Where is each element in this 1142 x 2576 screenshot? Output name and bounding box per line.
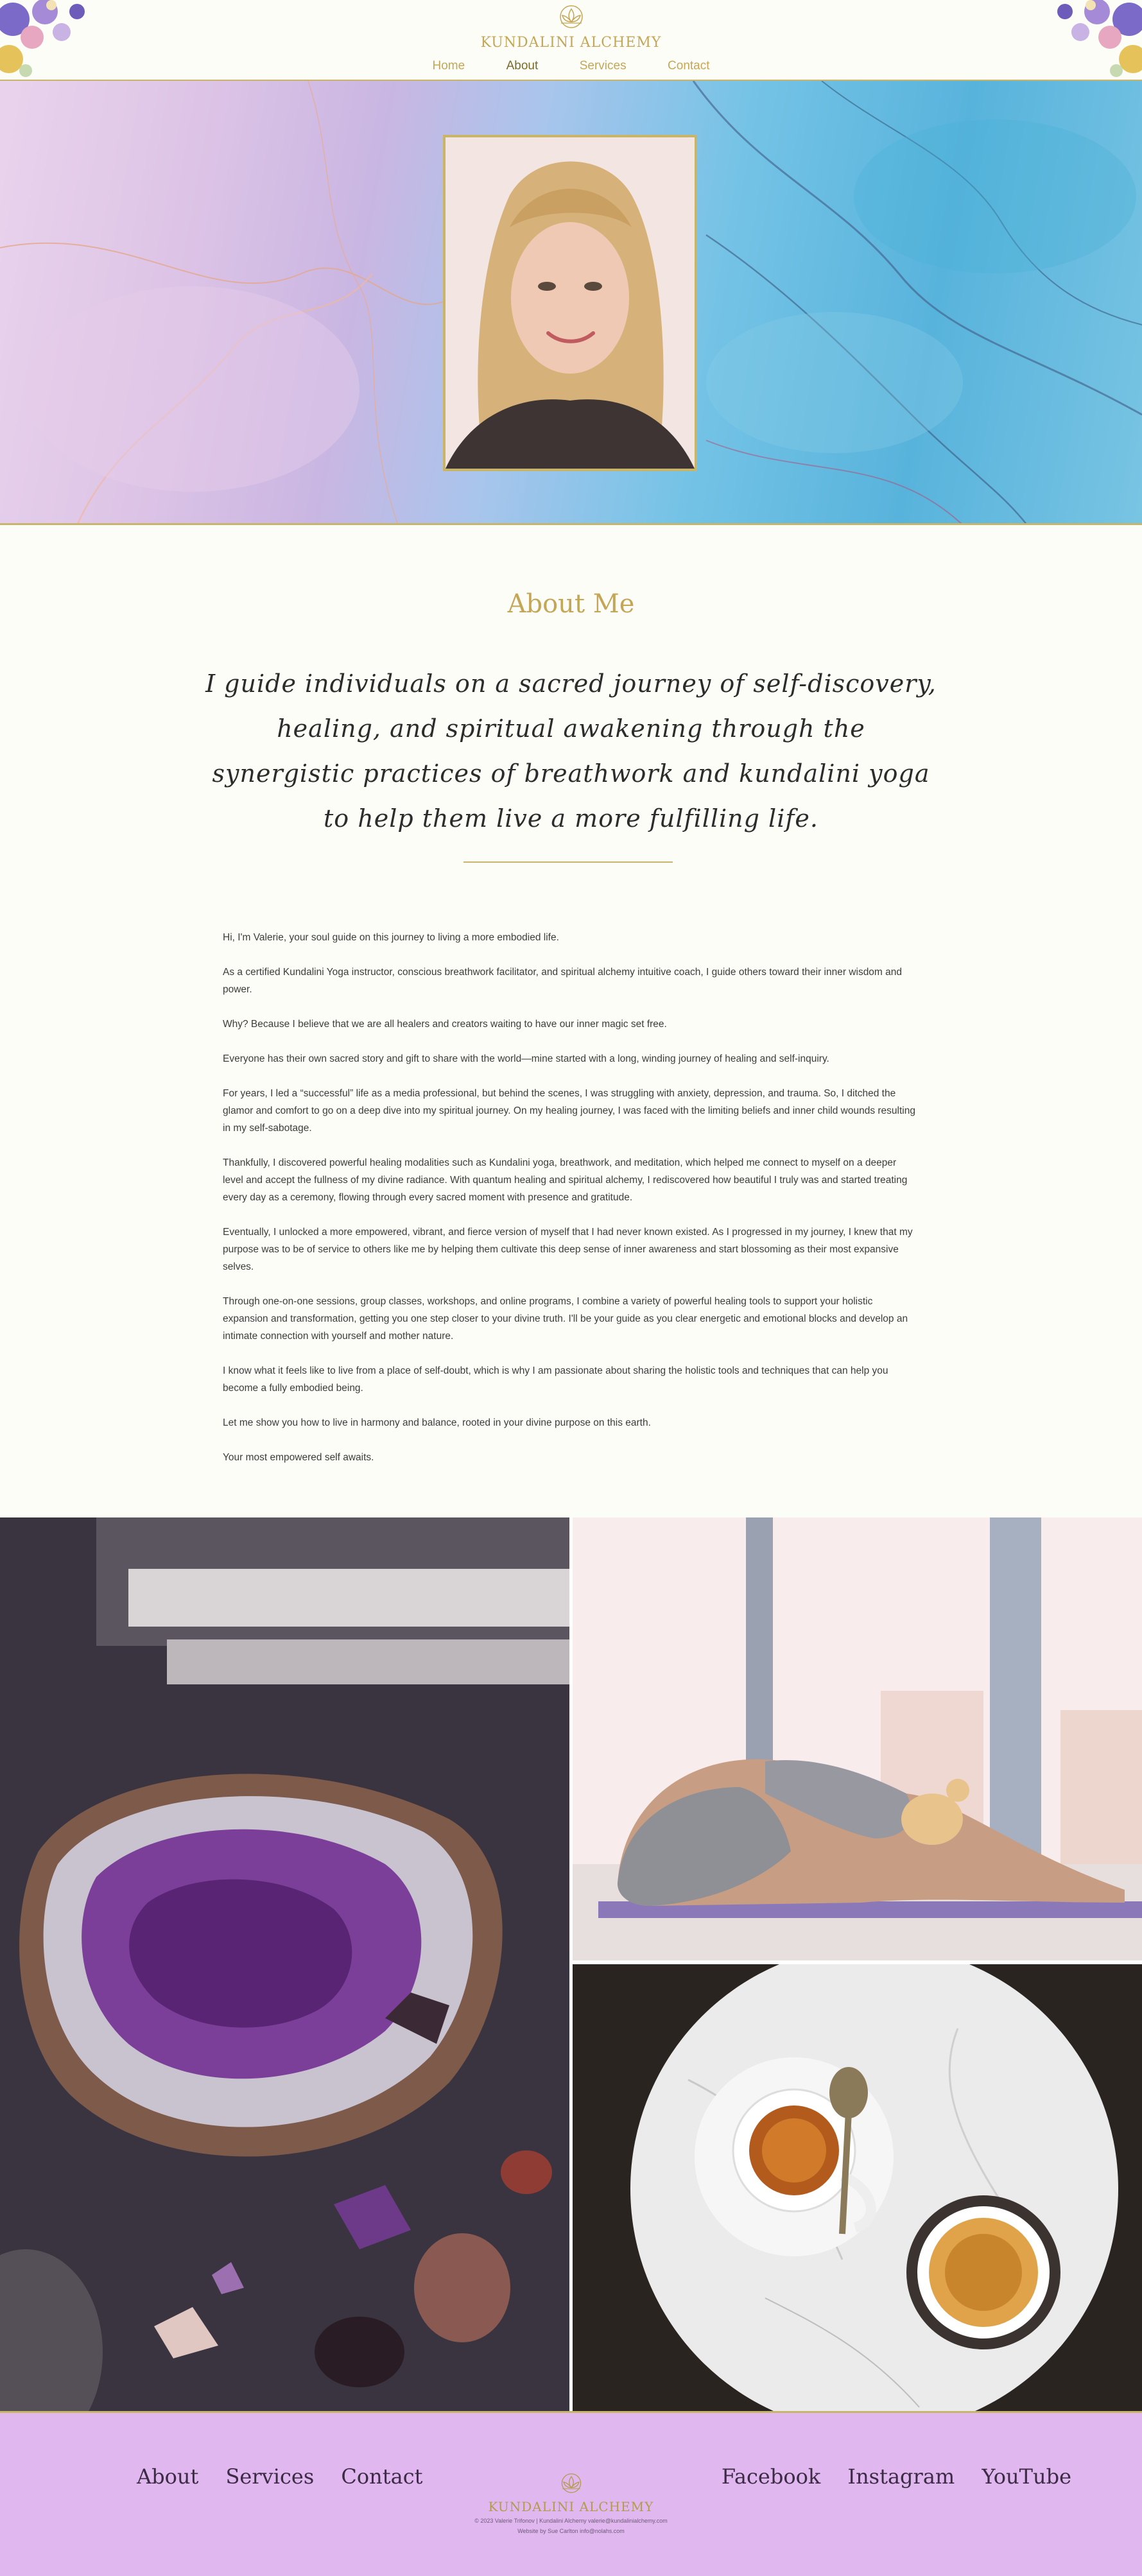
logo-text: KUNDALINI ALCHEMY: [480, 35, 662, 51]
portrait-photo: [443, 135, 697, 471]
footer-logo-text: KUNDALINI ALCHEMY: [488, 2499, 654, 2514]
amethyst-geode-photo: [0, 1517, 569, 2411]
facebook-link[interactable]: Facebook: [721, 2464, 821, 2489]
social-links: [701, 2464, 1071, 2489]
nav-contact[interactable]: Contact: [668, 59, 710, 73]
hero-banner: [0, 81, 1142, 525]
bio-text: [223, 929, 919, 1483]
divider: [463, 861, 673, 863]
bio-paragraph: Your most empowered self awaits.: [223, 1452, 374, 1463]
bio-paragraph: For years, I led a “successful” life as a media professional, but behind the scenes, I was struggling with anxiety, depression, and trauma. So, I ditched the glamor and comfort to go on a deep dive into my spiritual journey. On my healing journey, I was faced with the limiting beliefs and inner child wounds resulting in my self-sabotage.: [223, 1088, 915, 1134]
bio-paragraph: As a certified Kundalini Yoga instructor, conscious breathwork facilitator, and spiritual alchemy intuitive coach, I guide others toward their inner wisdom and power.: [223, 967, 903, 995]
bio-paragraph: Why? Because I believe that we are all healers and creators waiting to have our inner magic set free.: [223, 1019, 667, 1030]
footer-link-contact[interactable]: Contact: [341, 2464, 423, 2489]
nav-services[interactable]: Services: [579, 59, 627, 73]
site-header: [0, 0, 1142, 81]
youtube-link[interactable]: YouTube: [982, 2464, 1071, 2489]
bio-paragraph: I know what it feels like to live from a place of self-doubt, which is why I am passionate about sharing the holistic tools and techniques that can help you become a fully embodied being.: [223, 1365, 888, 1394]
mission-quote: I guide individuals on a sacred journey of self-discovery, healing, and spiritual awakening through the synergistic practices of breathwork and kundalini yoga to help them live a more fulfilling life.: [205, 670, 937, 833]
page-title: About Me: [507, 589, 635, 619]
nav-home[interactable]: Home: [432, 59, 465, 73]
footer-link-services[interactable]: Services: [225, 2464, 315, 2489]
bio-paragraph: Hi, I'm Valerie, your soul guide on this journey to living a more embodied life.: [223, 932, 559, 943]
credit-text: Website by Sue Carlton info@nolahs.com: [517, 2528, 625, 2534]
footer-link-about[interactable]: About: [137, 2464, 199, 2489]
yoga-childs-pose-photo: [573, 1517, 1142, 1960]
copyright-text: © 2023 Valerie Trifonov | Kundalini Alchemy valerie@kundalinialchemy.com: [474, 2518, 668, 2524]
bio-paragraph: Let me show you how to live in harmony and balance, rooted in your divine purpose on this earth.: [223, 1417, 651, 1428]
bio-paragraph: Through one-on-one sessions, group classes, workshops, and online programs, I combine a variety of powerful healing tools to support your holistic expansion and transformation, getting you one step closer to your divine truth. I'll be your guide as you clear energetic and emotional blocks and develop an intimate connection with yourself and mother nature.: [223, 1296, 908, 1342]
bio-paragraph: Thankfully, I discovered powerful healing modalities such as Kundalini yoga, breathwork, and meditation, which helped me connect to myself on a deeper level and accept the fullness of my divine radiance. With quantum healing and spiritual alchemy, I rediscovered how beautiful I truly was and started treating every day as a ceremony, flowing through every sacred moment with presence and gratitude.: [223, 1157, 908, 1203]
lotus-icon: [553, 4, 589, 33]
bio-paragraph: Eventually, I unlocked a more empowered, vibrant, and fierce version of myself that I had never known existed. As I progressed in my journey, I knew that my purpose was to be of service to others like me by helping them cultivate this deep sense of inner awareness and start blossoming as their most expansive selves.: [223, 1227, 913, 1272]
photo-gallery: [0, 1517, 1142, 2411]
lotus-icon: [556, 2472, 587, 2498]
main-nav: [0, 59, 1142, 73]
nav-about[interactable]: About: [506, 59, 539, 73]
site-logo[interactable]: [0, 4, 1142, 51]
tea-on-marble-photo: [573, 1964, 1142, 2411]
site-footer: [0, 2411, 1142, 2576]
instagram-link[interactable]: Instagram: [847, 2464, 955, 2489]
bio-paragraph: Everyone has their own sacred story and gift to share with the world—mine started with a long, winding journey of healing and self-inquiry.: [223, 1053, 829, 1064]
